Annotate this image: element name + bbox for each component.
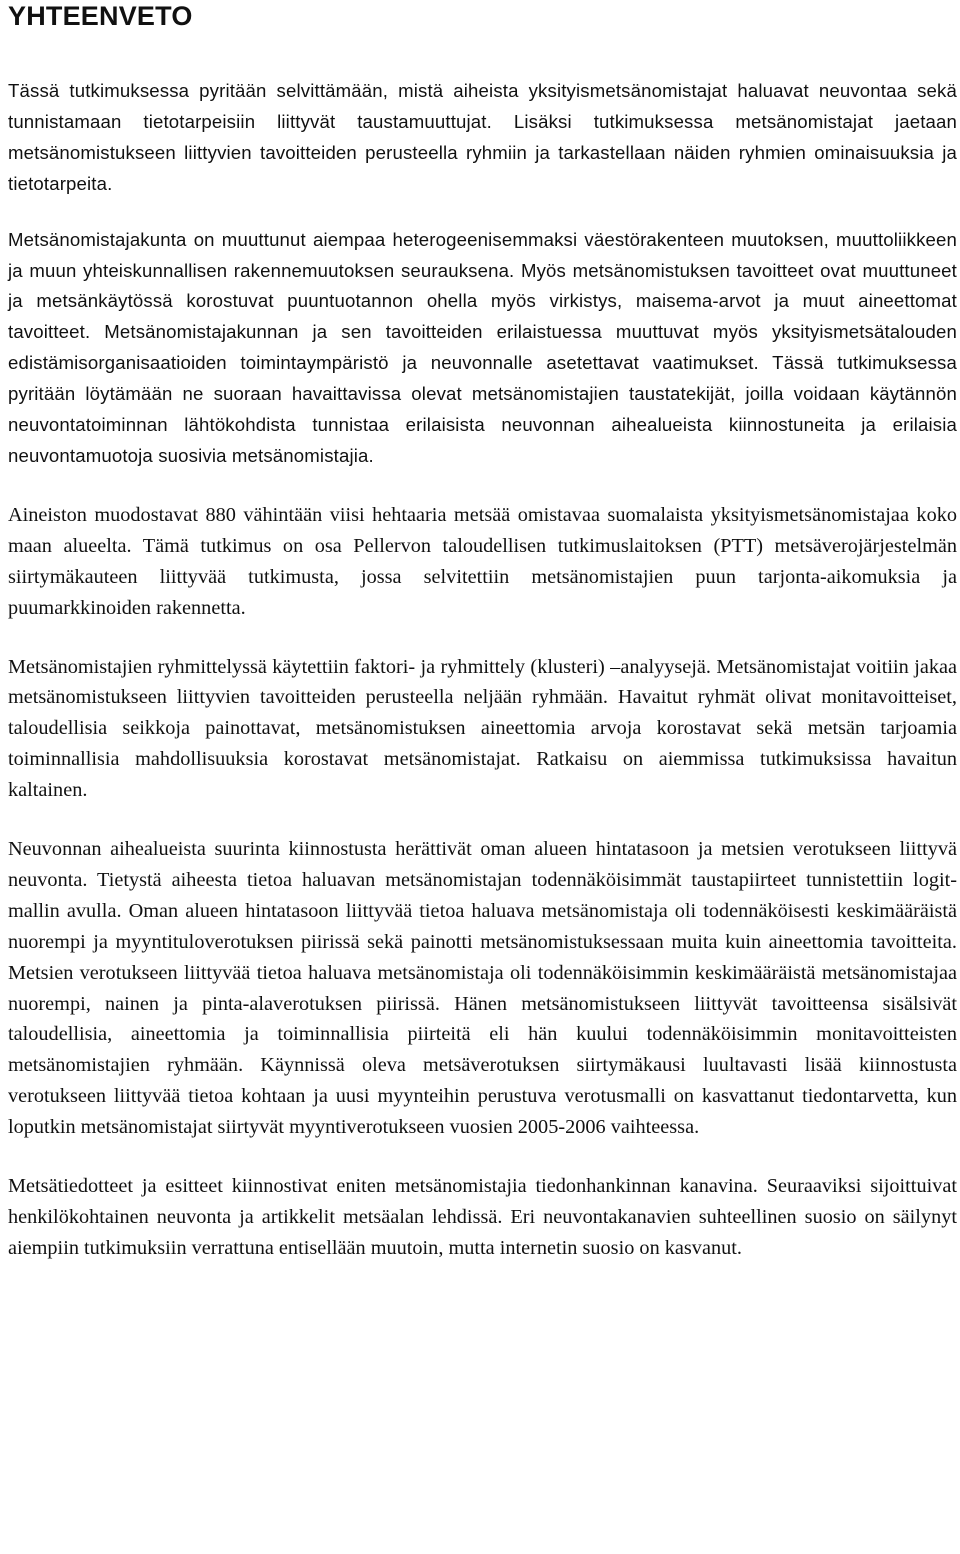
paragraph-grouping: Metsänomistajien ryhmittelyssä käytettiin faktori- ja ryhmittely (klusteri) –analyysejä. Metsänomistajat voitiin jakaa metsänomistukseen liittyvien tavoitteiden perusteella neljään ryhmään. Havaitut ryhmät olivat monitavoitteiset, taloudellisia seikkoja painottavat, metsänomistuksen aineettomia arvoja korostavat sekä metsän tarjoamia toiminnallisia mahdollisuuksia korostavat metsänomistajat. Ratkaisu on aiemmissa tutkimuksissa havaitun kaltainen. — [8, 655, 957, 802]
paragraph-intro: Tässä tutkimuksessa pyritään selvittämään, mistä aiheista yksityismetsänomistajat haluavat neuvontaa sekä tunnistamaan tietotarpeisiin liittyvät taustamuuttujat. Lisäksi tutkimuksessa metsänomistajat jaetaan metsänomistukseen liittyvien tavoitteiden perusteella ryhmiin ja tarkastellaan näiden ryhmien ominaisuuksia ja tietotarpeita. — [8, 80, 957, 194]
paragraph-advice-topics: Neuvonnan aihealueista suurinta kiinnostusta herättivät oman alueen hintatasoon ja metsien verotukseen liittyvä neuvonta. Tietystä aiheesta tietoa haluavan metsänomistajan todennäköisimmät taustapiirteet tunnistettiin logit-mallin avulla. Oman alueen hintatasoon liittyvää tietoa haluava metsänomistaja oli todennäköisesti keskimääräistä nuorempi ja myyntituloverotuksen piirissä sekä painotti metsänomistuksessaan muita kuin aineettomia tavoitteita. Metsien verotukseen liittyvää tietoa haluava metsänomistaja oli todennäköisimmin keskimääräistä metsänomistajaa nuorempi, nainen ja pinta-alaverotuksen piirissä. Hänen metsänomistukseen liittyvät tavoitteensa sisälsivät taloudellisia, aineettomia ja toiminnallisia piirteitä eli hän kuului todennäköisimmin monitavoitteisten metsänomistajien ryhmään. Käynnissä oleva metsäverotuksen siirtymäkausi luultavasti lisää kiinnostusta verotukseen liittyvää tietoa kohtaan ja uusi myynteihin perustuva verotusmalli on kasvattanut tiedontarvetta, kun loputkin metsänomistajat siirtyvät myyntiverotukseen vuosien 2005-2006 vaihteessa. — [8, 838, 957, 1139]
paragraph-background: Metsänomistajakunta on muuttunut aiempaa heterogeenisemmaksi väestörakenteen muutoksen, muuttoliikkeen ja muun yhteiskunnallisen rakennemuutoksen seurauksena. Myös metsänomistuksen tavoitteet ovat muuttuneet ja metsänkäytössä korostuvat puuntuotannon ohella myös virkistys, maisema-arvot ja muut aineettomat tavoitteet. Metsänomistajakunnan ja sen tavoitteiden erilaistuessa muuttuvat myös yksityismetsätalouden edistämisorganisaatioiden toimintaympäristö ja neuvonnalle asetettavat vaatimukset. Tässä tutkimuksessa pyritään löytämään ne suoraan havaittavissa olevat metsänomistajien taustatekijät, joilla voidaan käytännön neuvontatoiminnan lähtökohdista tunnistaa erilaisista neuvonnan aihealueista kiinnostuneita ja erilaisia neuvontamuotoja suosivia metsänomistajia. — [8, 228, 957, 466]
paragraph-data-source: Aineiston muodostavat 880 vähintään viisi hehtaaria metsää omistavaa suomalaista yksityismetsänomistajaa koko maan alueelta. Tämä tutkimus on osa Pellervon taloudellisen tutkimuslaitoksen (PTT) metsäverojärjestelmän siirtymäkauteen liittyvää tutkimusta, jossa selvitettiin metsänomistajien puun tarjonta-aikomuksia ja puumarkkinoiden rakennetta. — [8, 503, 957, 619]
paragraph-channels: Metsätiedotteet ja esitteet kiinnostivat eniten metsänomistajia tiedonhankinnan kanavina. Seuraaviksi sijoittuivat henkilökohtainen neuvonta ja artikkelit metsäalan lehdissä. Eri neuvontakanavien suhteellinen suosio on säilynyt aiempiin tutkimuksiin verrattuna entisellään muutoin, mutta internetin suosio on kasvanut. — [8, 1175, 957, 1259]
document-title: YHTEENVETO — [8, 1, 193, 31]
